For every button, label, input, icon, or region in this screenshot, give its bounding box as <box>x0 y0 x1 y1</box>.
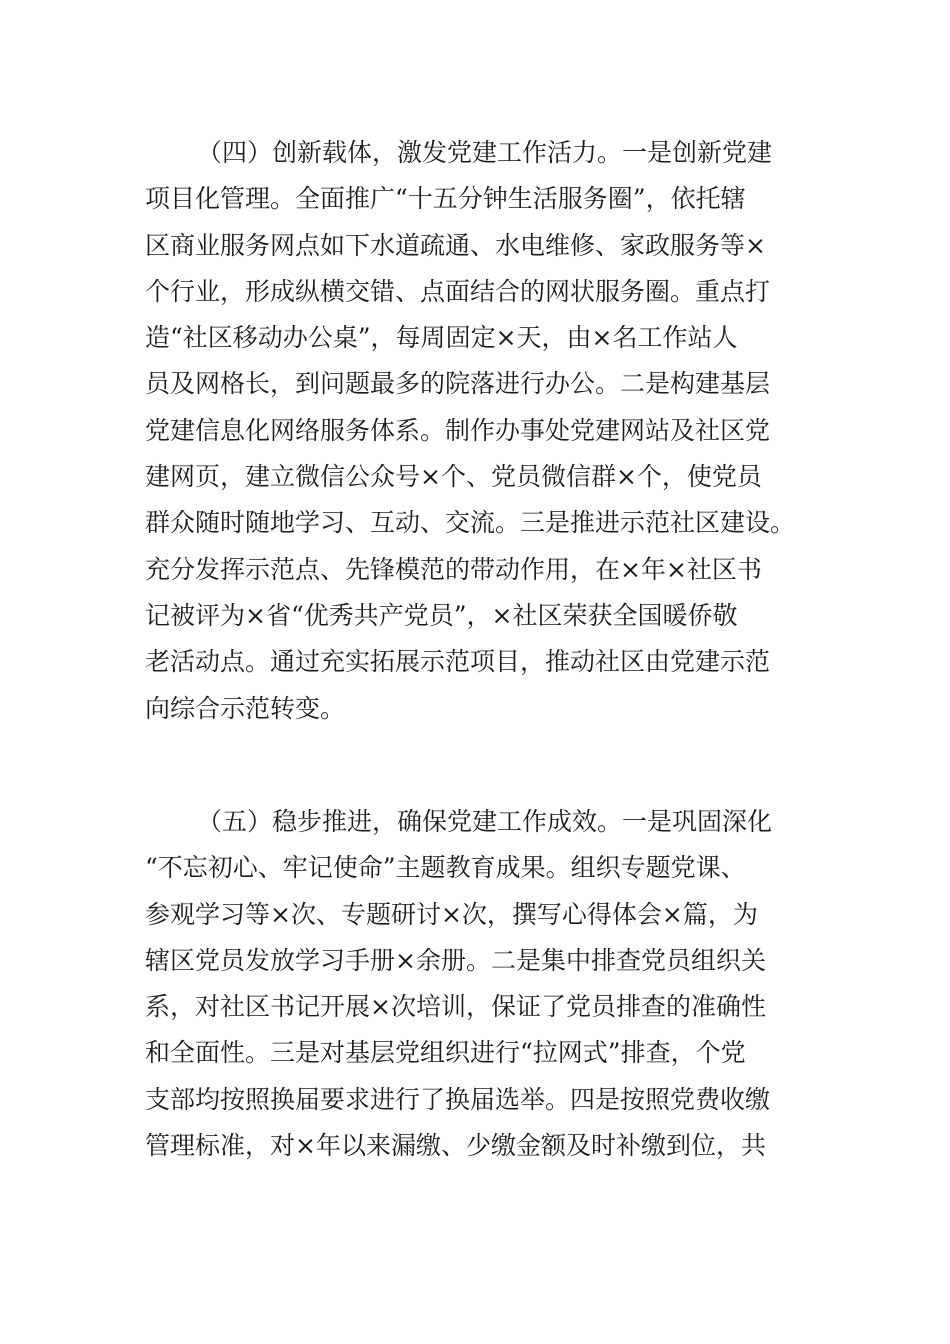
paragraph-line: 管理标准，对×年以来漏缴、少缴金额及时补缴到位，共 <box>145 1131 766 1161</box>
paragraph-line: 记被评为×省“优秀共产党员”，×社区荣获全国暖侨敬 <box>145 600 738 630</box>
paragraph-section-5 <box>145 799 805 1169</box>
paragraph-line: 群众随时随地学习、互动、交流。三是推进示范社区建设。 <box>145 508 796 538</box>
paragraph-line: 和全面性。三是对基层党组织进行“拉网式”排查，个党 <box>145 1038 746 1068</box>
paragraph-line: 建网页，建立微信公众号×个、党员微信群×个，使党员 <box>145 462 762 492</box>
paragraph-line: 系，对社区书记开展×次培训，保证了党员排查的准确性 <box>145 992 766 1022</box>
paragraph-section-4 <box>145 130 805 732</box>
paragraph-line: （五）稳步推进，确保党建工作成效。一是巩固深化 <box>197 807 773 836</box>
paragraph-line: 充分发挥示范点、先锋模范的带动作用，在×年×社区书 <box>145 554 762 584</box>
paragraph-line: 老活动点。通过充实拓展示范项目，推动社区由党建示范 <box>145 647 771 677</box>
paragraph-line: （四）创新载体，激发党建工作活力。一是创新党建 <box>197 138 773 167</box>
paragraph-line: 员及网格长，到问题最多的院落进行办公。二是构建基层 <box>145 369 771 399</box>
paragraph-line: “不忘初心、牢记使命”主题教育成果。组织专题党课、 <box>145 853 746 883</box>
paragraph-line: 党建信息化网络服务体系。制作办事处党建网站及社区党 <box>145 415 771 445</box>
paragraph-line: 项目化管理。全面推广“十五分钟生活服务圈”，依托辖 <box>145 184 746 214</box>
paragraph-line: 参观学习等×次、专题研讨×次，撰写心得体会×篇，为 <box>145 899 758 929</box>
paragraph-line: 造“社区移动办公桌”，每周固定×天，由×名工作站人 <box>145 323 738 353</box>
paragraph-line: 辖区党员发放学习手册×余册。二是集中排查党员组织关 <box>145 945 766 975</box>
paragraph-line: 支部均按照换届要求进行了换届选举。四是按照党费收缴 <box>145 1084 771 1114</box>
paragraph-line: 个行业，形成纵横交错、点面结合的网状服务圈。重点打 <box>145 276 771 306</box>
paragraph-line: 向综合示范转变。 <box>145 693 346 723</box>
paragraph-line: 区商业服务网点如下水道疏通、水电维修、家政服务等× <box>145 230 766 260</box>
